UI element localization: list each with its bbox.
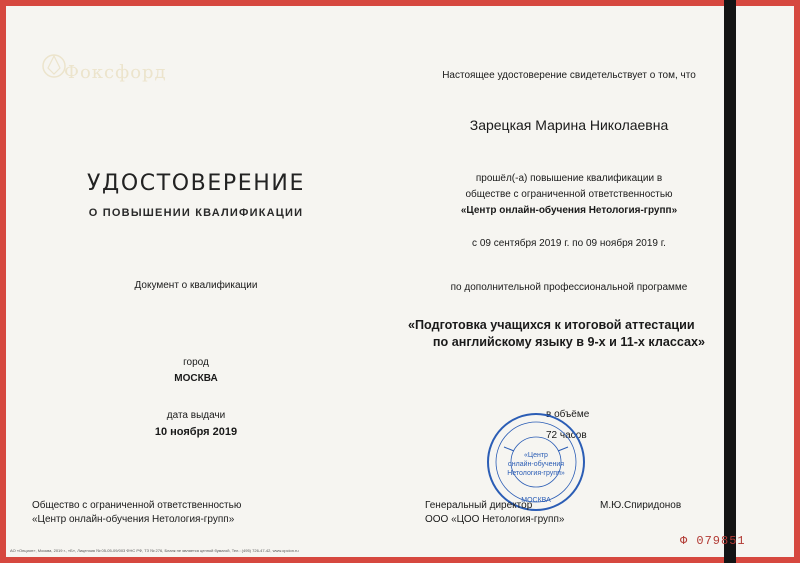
serial-number: Ф 079851	[680, 534, 746, 548]
certificate-title: УДОСТОВЕРЕНИЕ	[87, 171, 305, 196]
issuer-org-line2: «Центр онлайн-обучения Нетология-групп»	[32, 514, 235, 525]
passed-text: прошёл(-а) повышение квалификации в	[475, 173, 663, 184]
document-type: Документ о квалификации	[134, 280, 258, 291]
seal-text-line3: Нетология-групп»	[507, 470, 565, 477]
director-title: Генеральный директор	[425, 500, 533, 511]
program-title-line2: по английскому языку в 9-х и 11-х классах»	[432, 335, 706, 349]
org-line2: «Центр онлайн-обучения Нетология-групп»	[460, 205, 678, 216]
program-title-line1: «Подготовка учащихся к итоговой аттестации	[408, 318, 695, 332]
city-value: МОСКВА	[174, 373, 218, 384]
seal-text-line2: онлайн-обучения	[507, 461, 565, 468]
volume-hours: 72 часов	[546, 430, 587, 441]
seal-city: МОСКВА	[521, 497, 551, 504]
city-label: город	[183, 357, 209, 368]
director-org: ООО «ЦОО Нетология-групп»	[425, 514, 565, 525]
certificate-subtitle: О ПОВЫШЕНИИ КВАЛИФИКАЦИИ	[88, 207, 304, 219]
issuer-org-line1: Общество с ограниченной ответственностью	[32, 500, 242, 511]
printer-footer: АО «Опцион», Москва, 2019 г., «Б», Лицензия № 05-05-09/003 ФНС РФ, ТЗ № 276, Бланк не является ценной бумагой, Тел.: (495) 726-47-42, www.opcion.ru	[10, 548, 299, 553]
issue-date: 10 ноября 2019	[154, 426, 238, 438]
director-name: М.Ю.Спиридонов	[600, 500, 682, 511]
program-intro: по дополнительной профессиональной программе	[450, 282, 688, 293]
binding-spine	[724, 0, 736, 563]
org-line1: обществе с ограниченной ответственностью	[465, 189, 673, 200]
recipient-name: Зарецкая Марина Николаевна	[469, 117, 669, 133]
seal-text-line1: «Центр	[524, 452, 548, 459]
seal-text	[507, 451, 565, 478]
logo-text: Фоксфорд	[64, 62, 167, 83]
intro-text: Настоящее удостоверение свидетельствует о том, что	[442, 70, 696, 81]
course-dates: с 09 сентября 2019 г. по 09 ноября 2019 г.	[472, 238, 666, 249]
issue-date-label: дата выдачи	[166, 410, 226, 421]
volume-label: в объёме	[546, 409, 590, 420]
